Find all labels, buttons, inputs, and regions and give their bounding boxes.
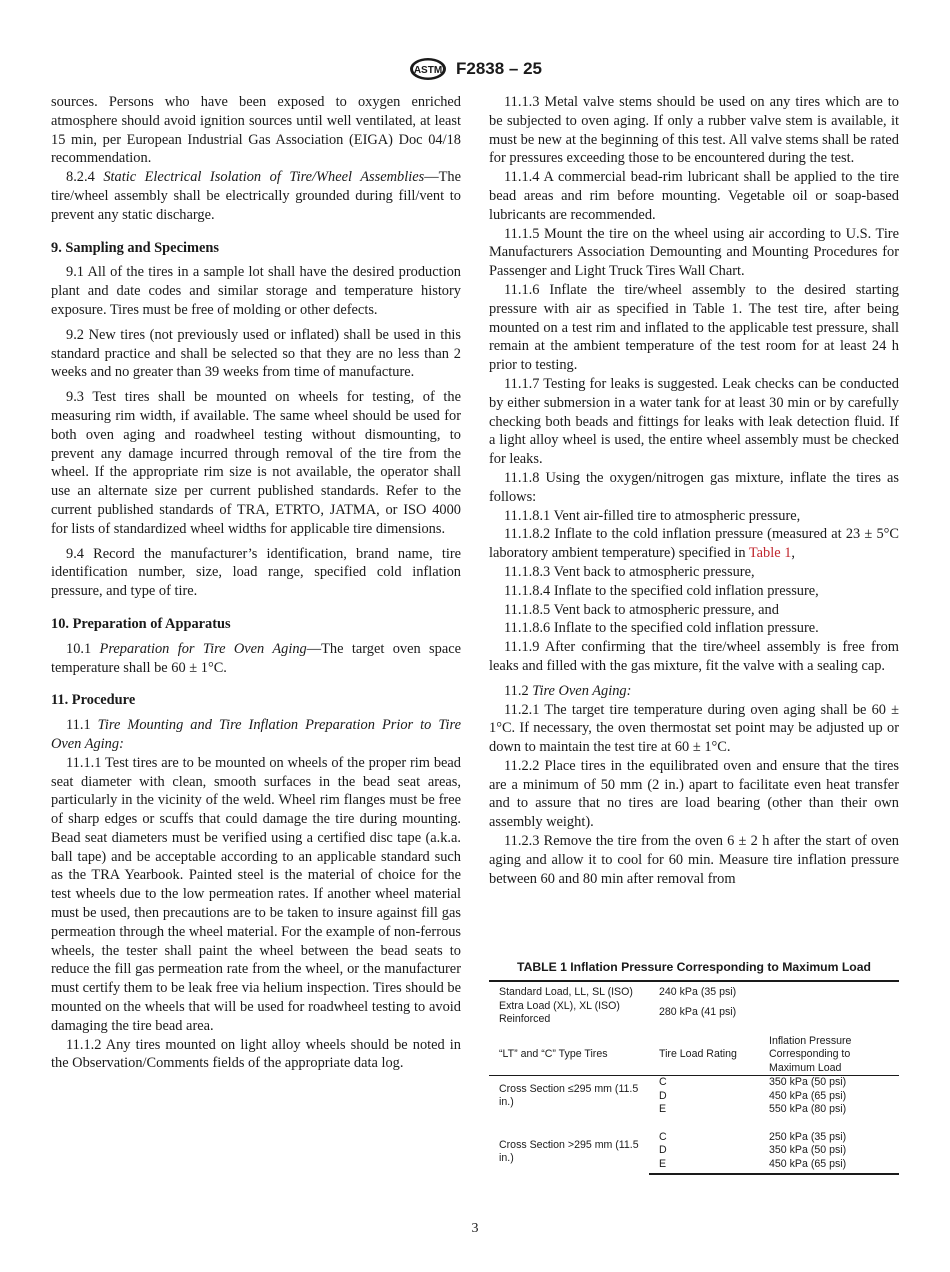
section-heading-11: 11. Procedure: [51, 692, 136, 709]
table-cell: C: [659, 1130, 667, 1143]
table-cell: 450 kPa (65 psi): [769, 1089, 847, 1102]
paragraph-11-1-3: 11.1.3 Metal valve stems should be used on any tires which are to be subjected to oven aging. If only a rubber valve stem is available, it must be new at the beginning of this test. All valve stems shall be rated for pressures exceeding those to be encountered during the test.: [489, 94, 899, 167]
table-header-cell: “LT” and “C” Type Tires: [489, 1027, 649, 1076]
table-row: [489, 1076, 899, 1090]
table-cell: 280 kPa (41 psi): [659, 1006, 737, 1019]
paragraph-9-4: 9.4 Record the manufacturer’s identification, brand name, tire identification number, size, load range, specified cold inflation pressure, and type of tire.: [51, 545, 461, 600]
astm-logo-icon: [408, 56, 448, 82]
table-title: TABLE 1 Inflation Pressure Corresponding to Maximum Load: [517, 960, 871, 974]
table-1-link[interactable]: Table 1: [748, 545, 792, 562]
paragraph-11-1-8-2: 11.1.8.2 Inflate to the cold inflation pressure (measured at 23 ± 5°C laboratory ambient temperature) specified in Table 1,: [489, 526, 899, 562]
paragraph-11-1-5: 11.1.5 Mount the tire on the wheel using air according to U.S. Tire Manufacturers Association Demounting and Mounting Procedures for Passenger and Light Truck Tires Wall Chart.: [489, 225, 899, 280]
paragraph-11-1-8: 11.1.8 Using the oxygen/nitrogen gas mixture, inflate the tires as follows:: [489, 469, 899, 505]
paragraph-11-1-1: 11.1.1 Test tires are to be mounted on wheels of the proper rim bead seat diameter with clean, smooth surfaces in the bead seat areas, particularly in the vicinity of the weld. Wheel rim flanges must be free of sharp edges or scuffs that could damage the tire during mounting. Bead seat diameters must be verified using a certified disc tape (a.k.a. ball tape) and be acceptable according to an applicable standard such as the TRA Yearbook. Painted steel is the material of choice for the test wheels due to the low permeation rates. If another wheel material must be used, then precautions are to be taken to insure against fill gas permeation through the wheel material. For the example of non-ferrous wheels, the tester shall paint the wheel between the bead seats to reduce the fill gas permeation rate from the wheel, or the manufacturer must certify them to be leak free via helium inspection. Tires should be mounted on the wheels that will be used for roadwheel testing to avoid damaging the tire bead area.: [51, 754, 461, 1034]
table-cell: E: [659, 1103, 667, 1115]
page-number: 3: [471, 1221, 479, 1236]
table-row: [489, 1117, 899, 1145]
paragraph-9-1: 9.1 All of the tires in a sample lot shall have the desired production plant and date codes and similar storage and temperature history exposure. Tires must be free of molding or other defects.: [51, 264, 461, 318]
table-cell: D: [659, 1089, 667, 1102]
paragraph-11-1-8-5: 11.1.8.5 Vent back to atmospheric pressure, and: [504, 601, 779, 618]
paragraph-8-2-3-cont: sources. Persons who have been exposed to oxygen enriched atmosphere should avoid ignition sources until well ventilated, at least 15 min, per European Industrial Gas Association (EIGA) Doc 04/18 recommendation.: [51, 94, 461, 167]
table-cell: D: [659, 1144, 667, 1156]
paragraph-11-1-2: 11.1.2 Any tires mounted on light alloy wheels should be noted in the Observation/Comments fields of the appropriate data log.: [51, 1036, 461, 1072]
section-heading-9: 9. Sampling and Specimens: [51, 239, 219, 256]
right-column: [489, 93, 899, 888]
table-row: [489, 981, 899, 1000]
left-column: [51, 93, 461, 1073]
document-code: F2838 – 25: [455, 59, 542, 78]
table-cell: 450 kPa (65 psi): [759, 1158, 899, 1175]
page-header: [0, 56, 950, 82]
table-cell: 350 kPa (50 psi): [769, 1076, 847, 1088]
section-heading-10: 10. Preparation of Apparatus: [51, 615, 231, 632]
paragraph-11-1: 11.1 Tire Mounting and Tire Inflation Preparation Prior to Tire Oven Aging:: [51, 717, 461, 752]
table-cell: Cross Section >295 mm (11.5 in.): [499, 1138, 639, 1165]
table-header-cell: Tire Load Rating: [649, 1027, 759, 1076]
paragraph-11-1-7: 11.1.7 Testing for leaks is suggested. Leak checks can be conducted by either submersion in a water tank for at least 30 min or by carefully checking both beads and fittings for leaks with leak detection fluid. If a light alloy wheel is used, the entire wheel assembly must be checked for leaks.: [489, 375, 899, 468]
table-cell: 250 kPa (35 psi): [769, 1130, 847, 1143]
table-cell: Standard Load, LL, SL (ISO): [489, 981, 649, 1000]
table-cell: E: [649, 1158, 759, 1175]
table-row: [489, 1000, 899, 1027]
table-cell: 240 kPa (35 psi): [649, 981, 899, 1000]
paragraph-9-2: 9.2 New tires (not previously used or inflated) shall be used in this standard practice and shall be selected so that they are no less than 2 weeks and no greater than 39 weeks from time of manufacture.: [51, 326, 461, 381]
table-header-cell: Inflation Pressure Corresponding to Maximum Load: [759, 1027, 899, 1076]
table-cell: 550 kPa (80 psi): [769, 1103, 847, 1115]
paragraph-11-1-8-3: 11.1.8.3 Vent back to atmospheric pressure,: [504, 563, 755, 580]
paragraph-11-2: 11.2 Tire Oven Aging:: [504, 682, 632, 699]
paragraph-10-1: 10.1 Preparation for Tire Oven Aging—The target oven space temperature shall be 60 ± 1°C.: [51, 640, 461, 676]
paragraph-11-2-1: 11.2.1 The target tire temperature during oven aging shall be 60 ± 1°C. If necessary, the oven thermostat set point may be adjusted up or down to maintain the test tire at 60 ± 1°C.: [489, 701, 899, 756]
paragraph-11-1-8-6: 11.1.8.6 Inflate to the specified cold inflation pressure.: [504, 620, 819, 637]
table-1: [489, 960, 899, 1175]
paragraph-9-3: 9.3 Test tires shall be mounted on wheels for testing, of the measuring rim width, if available. The same wheel should be used for both oven aging and roadwheel testing without dismounting, to prevent any damage incurred through removal of the tire from the wheel. If the appropriate rim size is not available, the operator shall use an alternate size per current published standards. Refer to the current published standards of TRA, ETRTO, JATMA, or ISO 4000 for lists of standardized wheel widths for applicable tire dimensions.: [51, 389, 461, 537]
table-cell: Extra Load (XL), XL (ISO) Reinforced: [499, 999, 620, 1025]
table-cell: Cross Section ≤295 mm (11.5 in.): [499, 1082, 639, 1109]
paragraph-11-2-2: 11.2.2 Place tires in the equilibrated oven and ensure that the tires are a minimum of 50 mm (2 in.) apart to facilitate even heat transfer and to assure that no tires are load bearing (other than their own assembly weight).: [489, 757, 899, 831]
svg-text:ASTM: ASTM: [413, 65, 443, 76]
table-cell: C: [659, 1076, 667, 1088]
table-cell: 350 kPa (50 psi): [769, 1144, 847, 1156]
paragraph-11-1-8-1: 11.1.8.1 Vent air-filled tire to atmospheric pressure,: [504, 507, 801, 524]
paragraph-11-1-6: 11.1.6 Inflate the tire/wheel assembly to the desired starting pressure with air as specified in Table 1. The test tire, after being mounted on a test rim and inflated to the applicable test pressure, shall remain at the ambient temperature of the test room for at least 24 h prior to testing.: [489, 281, 899, 374]
table-header-row: [489, 1027, 899, 1076]
paragraph-11-1-4: 11.1.4 A commercial bead-rim lubricant shall be applied to the tire bead areas and rim before mounting. Vegetable oil or soap-based lubricants are recommended.: [489, 169, 899, 223]
paragraph-11-1-9: 11.1.9 After confirming that the tire/wheel assembly is free from leaks and filled with the gas mixture, fit the valve with a sealing cap.: [489, 639, 899, 674]
paragraph-8-2-4: 8.2.4 Static Electrical Isolation of Tire/Wheel Assemblies—The tire/wheel assembly shall be electrically grounded during fill/vent to prevent any static discharge.: [51, 169, 461, 223]
paragraph-11-2-3: 11.2.3 Remove the tire from the oven 6 ± 2 h after the start of oven aging and allow it to cool for 60 min. Measure tire inflation pressure between 60 and 80 min after removal from: [489, 833, 899, 887]
paragraph-11-1-8-4: 11.1.8.4 Inflate to the specified cold inflation pressure,: [504, 582, 819, 599]
inflation-pressure-table: [489, 980, 899, 1175]
